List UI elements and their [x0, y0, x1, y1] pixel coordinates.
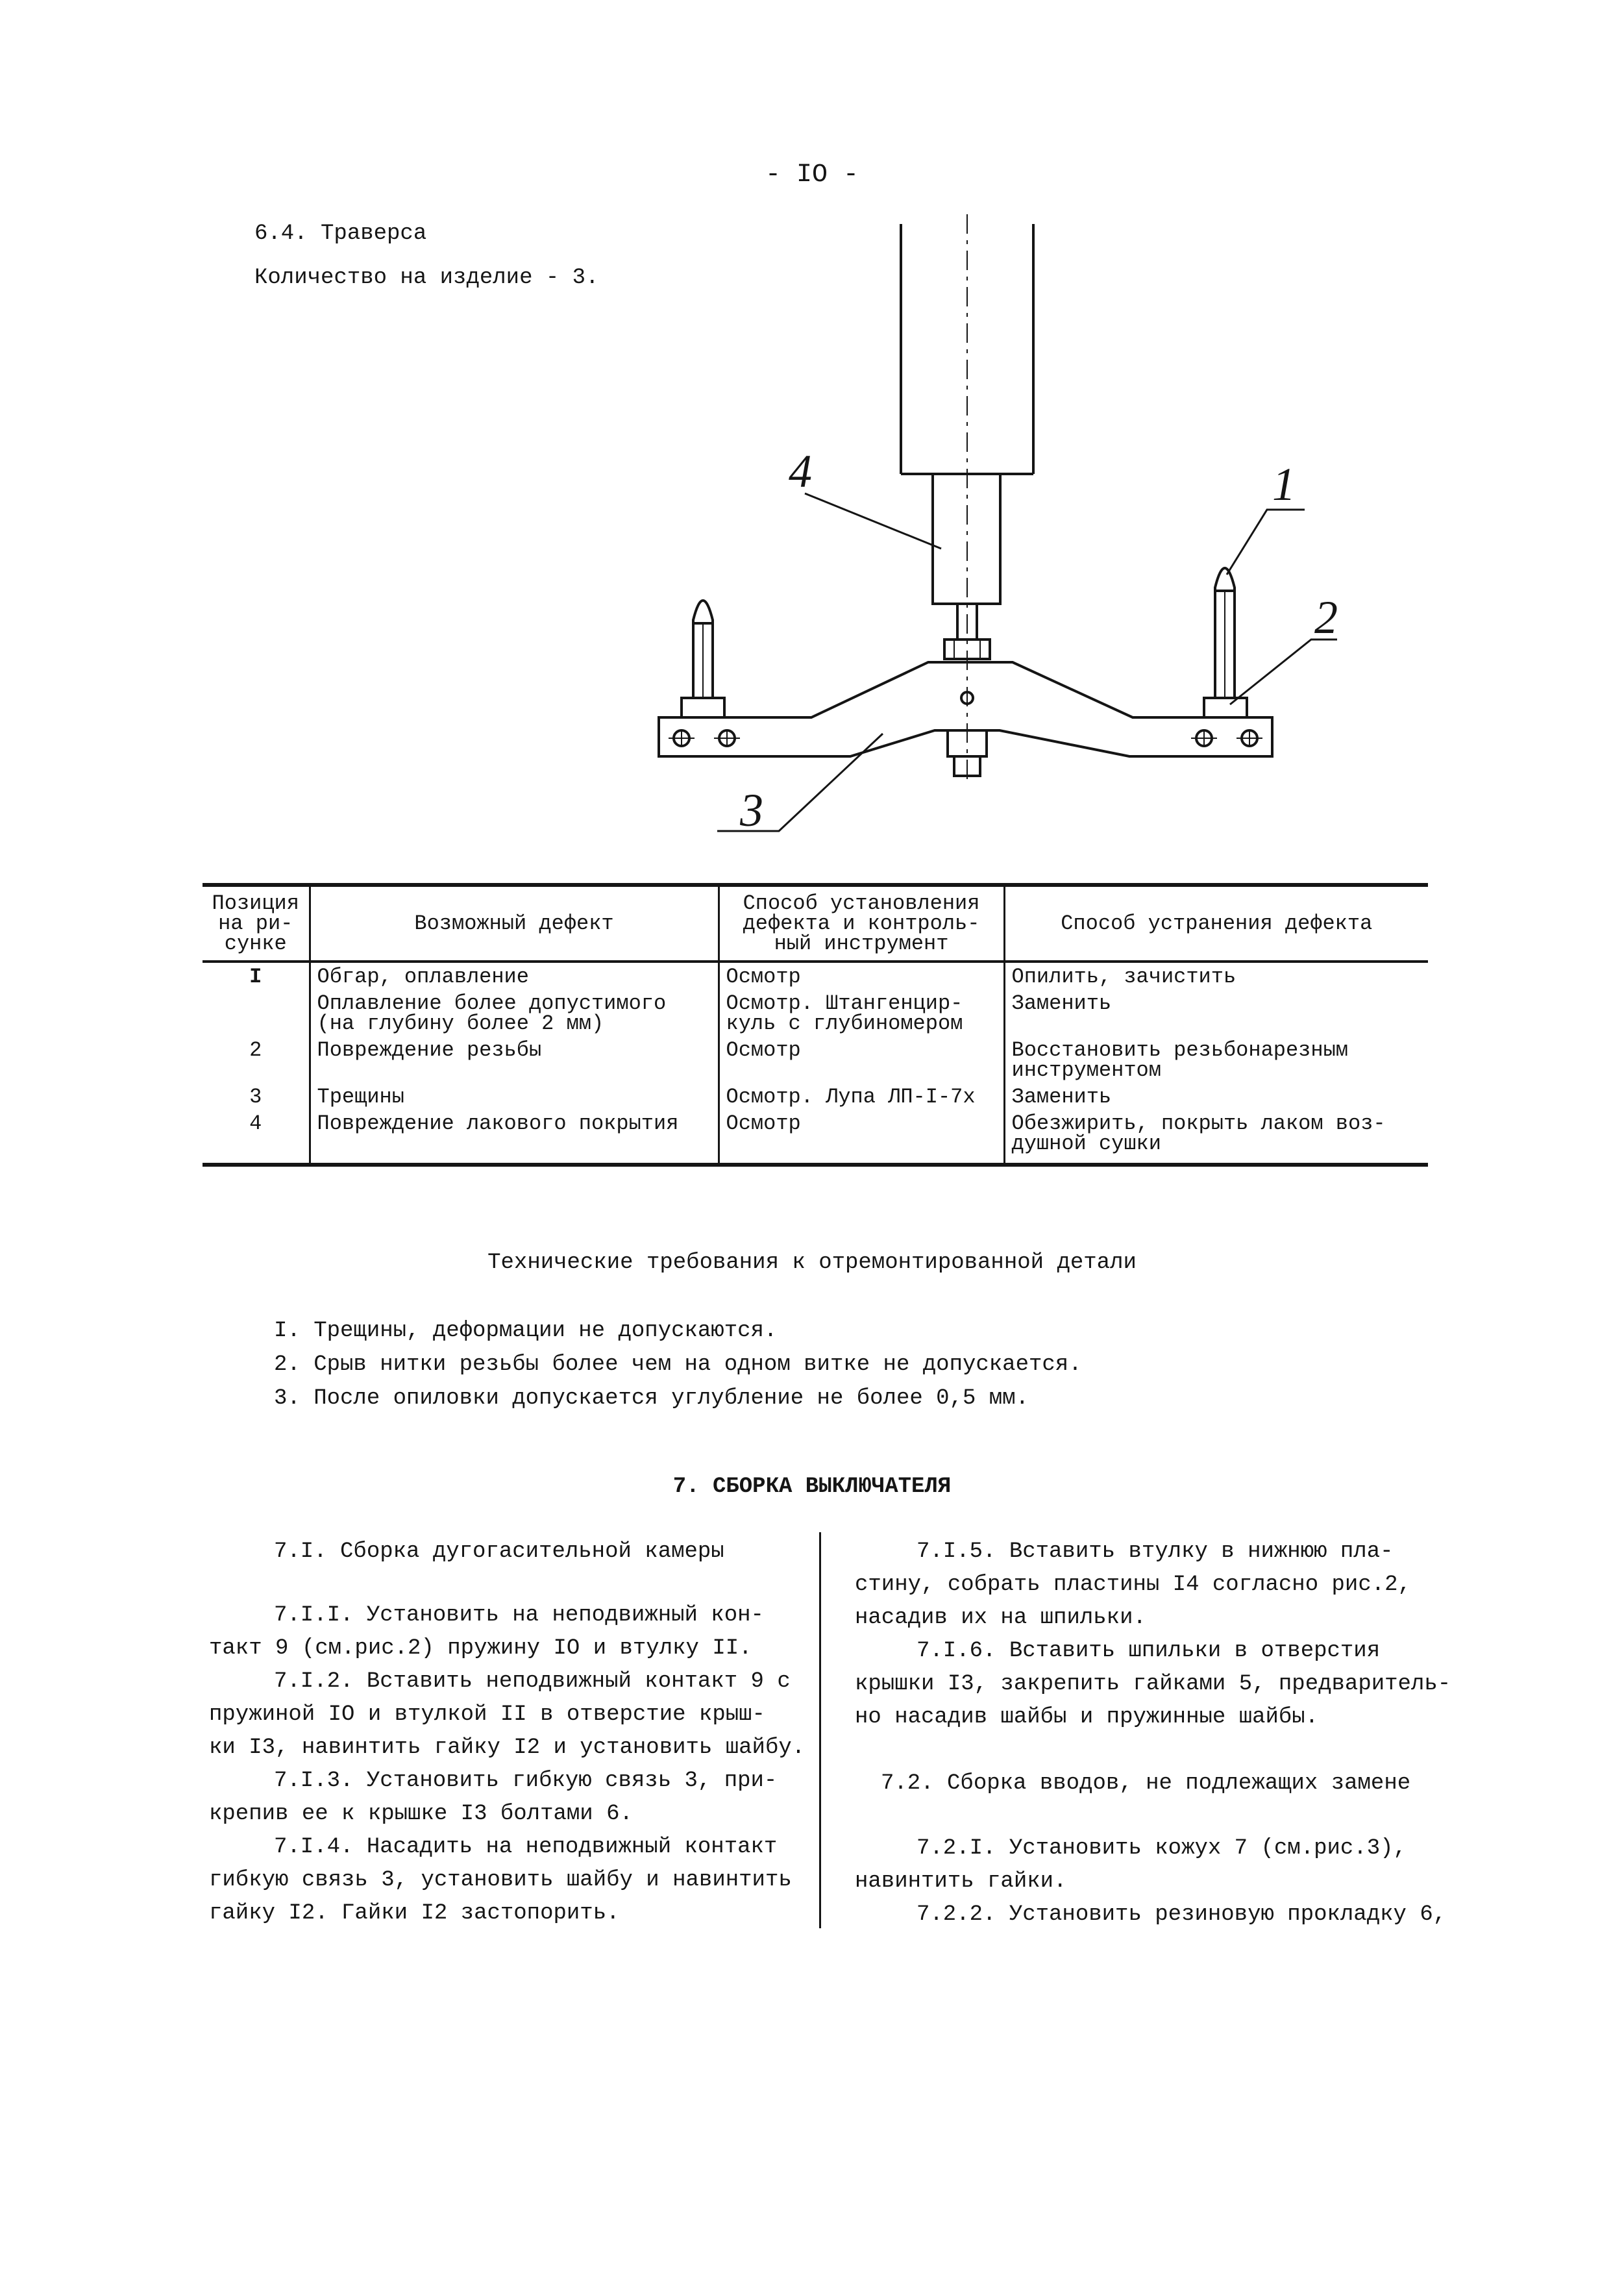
cell-position: 3: [249, 1085, 262, 1109]
left-line: 7.I.I. Установить на неподвижный кон-: [274, 1603, 764, 1628]
section-7-title: 7. СБОРКА ВЫКЛЮЧАТЕЛЯ: [672, 1474, 952, 1499]
leader-4: [805, 493, 941, 549]
tech-requirement-item: 2. Срыв нитки резьбы более чем на одном витке не допускается.: [274, 1352, 1082, 1377]
left-line: гайку I2. Гайки I2 застопорить.: [209, 1901, 620, 1926]
table-header-row: [203, 885, 1428, 962]
cell-remedy: Обезжирить, покрыть лаком воз- душной сушки: [1004, 1110, 1428, 1165]
header-detection: Способ установления дефекта и контроль- ный инструмент: [719, 885, 1004, 962]
left-line: крепив ее к крышке I3 болтами 6.: [209, 1802, 633, 1826]
traverse-drawing: [0, 0, 1624, 863]
table-row: [203, 1083, 1428, 1110]
cell-defect: Оплавление более допустимого (на глубину более 2 мм): [310, 989, 719, 1036]
section-6-4-quantity: Количество на изделие - 3.: [254, 266, 599, 290]
cell-position: 2: [249, 1038, 262, 1062]
right-line: но насадив шайбы и пружинные шайбы.: [855, 1705, 1319, 1730]
left-subtitle: 7.I. Сборка дугогасительной камеры: [274, 1539, 724, 1564]
right-line: 7.2.2. Установить резиновую прокладку 6,: [917, 1902, 1447, 1927]
left-line: ки I3, навинтить гайку I2 и установить шайбу.: [209, 1735, 806, 1760]
left-line: гибкую связь 3, установить шайбу и навинтить: [209, 1868, 792, 1893]
right-line: 7.2.I. Установить кожух 7 (см.рис.3),: [917, 1836, 1407, 1861]
cell-detection: Осмотр: [719, 1110, 1004, 1165]
right-line: 7.I.5. Вставить втулку в нижнюю пла-: [917, 1539, 1394, 1564]
cell-defect: Трещины: [310, 1083, 719, 1110]
left-line: 7.I.4. Насадить на неподвижный контакт: [274, 1835, 778, 1859]
callout-3: 3: [740, 784, 763, 836]
column-divider: [819, 1532, 821, 1928]
left-line: пружиной IO и втулкой II в отверстие крыш-: [209, 1702, 765, 1727]
left-line: 7.I.3. Установить гибкую связь 3, при-: [274, 1769, 778, 1793]
table-row: [203, 1036, 1428, 1083]
right-subtitle: 7.2. Сборка вводов, не подлежащих замене: [881, 1771, 1411, 1796]
leader-1: [1227, 510, 1305, 575]
cell-defect: Обгар, оплавление: [310, 962, 719, 989]
right-line: стину, собрать пластины I4 согласно рис.2,: [855, 1572, 1411, 1597]
left-line: 7.I.2. Вставить неподвижный контакт 9 с: [274, 1669, 791, 1694]
cell-remedy: Заменить: [1004, 1083, 1428, 1110]
right-line: навинтить гайки.: [855, 1869, 1067, 1894]
cell-remedy: Заменить: [1004, 989, 1428, 1036]
cell-defect: Повреждение лакового покрытия: [310, 1110, 719, 1165]
traverse-beam: [659, 662, 1272, 756]
section-6-4-title: 6.4. Траверса: [254, 221, 427, 246]
cell-remedy: Опилить, зачистить: [1004, 962, 1428, 989]
tech-requirement-item: I. Трещины, деформации не допускаются.: [274, 1319, 778, 1343]
tech-requirement-item: 3. После опиловки допускается углубление не более 0,5 мм.: [274, 1386, 1029, 1411]
right-line: 7.I.6. Вставить шпильки в отверстия: [917, 1639, 1381, 1663]
cell-detection: Осмотр: [719, 1036, 1004, 1083]
header-remedy: Способ устранения дефекта: [1004, 885, 1428, 962]
header-defect: Возможный дефект: [310, 885, 719, 962]
left-line: такт 9 (см.рис.2) пружину IO и втулку II.: [209, 1636, 752, 1661]
cell-position: I: [249, 965, 262, 989]
cell-detection: Осмотр: [719, 962, 1004, 989]
callout-1: 1: [1272, 458, 1296, 510]
table-row: [203, 1110, 1428, 1165]
cell-defect: Повреждение резьбы: [310, 1036, 719, 1083]
cell-detection: Осмотр. Лупа ЛП-I-7х: [719, 1083, 1004, 1110]
cell-position: 4: [203, 1110, 310, 1165]
table-row: [203, 989, 1428, 1036]
table-row: [203, 962, 1428, 989]
header-position: Позиция на ри- сунке: [212, 891, 299, 956]
right-line: крышки I3, закрепить гайками 5, предваритель-: [855, 1672, 1451, 1696]
callout-4: 4: [789, 445, 812, 497]
cell-position: [203, 989, 310, 1036]
right-line: насадив их на шпильки.: [855, 1606, 1146, 1630]
cell-remedy: Восстановить резьбонарезным инструментом: [1004, 1036, 1428, 1083]
leader-2: [1230, 640, 1337, 704]
tech-requirements-title: Технические требования к отремонтированной детали: [487, 1250, 1137, 1275]
callout-2: 2: [1314, 591, 1338, 643]
cell-detection: Осмотр. Штангенцир- куль с глубиномером: [719, 989, 1004, 1036]
defect-table: [203, 883, 1428, 1167]
page-number: - IO -: [765, 160, 859, 190]
